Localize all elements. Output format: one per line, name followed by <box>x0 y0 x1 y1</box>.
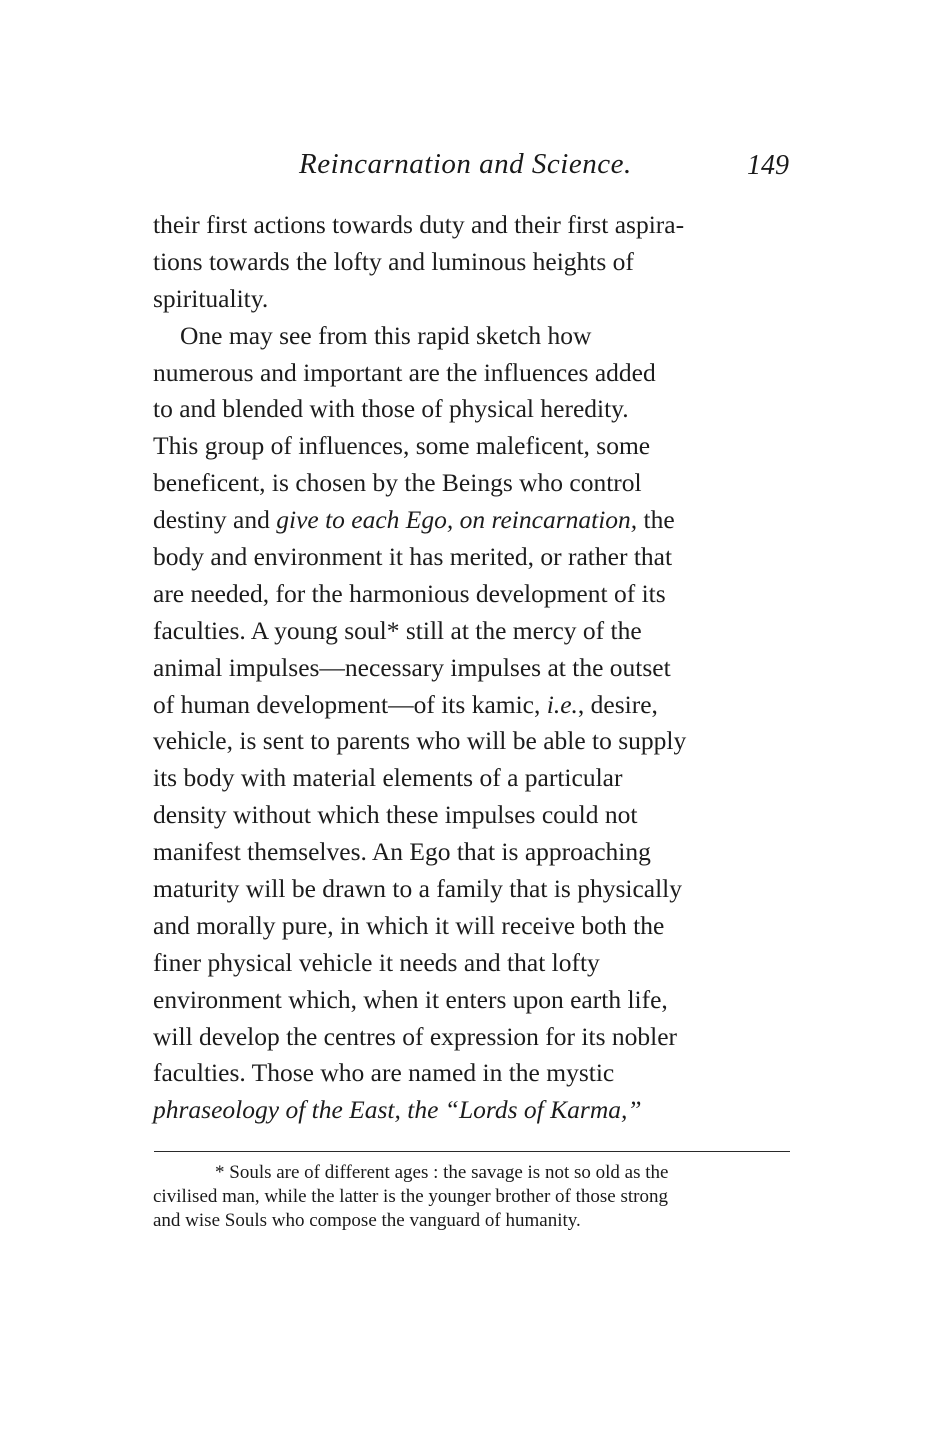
running-head <box>153 148 789 188</box>
text-line: and morally pure, in which it will receive both the <box>153 910 665 940</box>
text-line: its body with material elements of a particular <box>153 763 623 793</box>
footnote-line: * Souls are of different ages : the savage is not so old as the <box>215 1162 669 1183</box>
text-line: environment which, when it enters upon earth life, <box>153 984 668 1014</box>
text-line: maturity will be drawn to a family that is physically <box>153 874 683 904</box>
text-line <box>153 687 789 724</box>
text-line: beneficent, is chosen by the Beings who control <box>153 468 642 498</box>
paragraph-start-line: One may see from this rapid sketch how <box>180 320 592 350</box>
footnote-line: civilised man, while the latter is the younger brother of those strong <box>153 1186 668 1207</box>
text-line: tions towards the lofty and luminous heights of <box>153 246 634 276</box>
text-line <box>153 502 789 539</box>
text-line: phraseology of the East, the “Lords of Karma,” <box>153 1095 642 1125</box>
text-line: body and environment it has merited, or rather that <box>153 542 673 572</box>
text-run: destiny and <box>153 505 277 535</box>
text-run: the <box>637 505 675 535</box>
text-line: are needed, for the harmonious development of its <box>153 578 666 608</box>
running-head-title: Reincarnation and Science. <box>299 148 632 180</box>
text-run: , desire, <box>577 689 658 719</box>
text-line: finer physical vehicle it needs and that lofty <box>153 947 600 977</box>
footnote-line: and wise Souls who compose the vanguard of humanity. <box>153 1210 581 1231</box>
text-line: animal impulses—necessary impulses at the outset <box>153 652 671 682</box>
text-line: faculties. A young soul* still at the mercy of the <box>153 615 642 645</box>
text-line: to and blended with those of physical heredity. <box>153 394 629 424</box>
footnote-divider <box>154 1151 790 1152</box>
text-line: will develop the centres of expression for its nobler <box>153 1021 678 1051</box>
text-line: vehicle, is sent to parents who will be able to supply <box>153 726 687 756</box>
body-text <box>153 207 789 1129</box>
text-run: of human development—of its kamic, <box>153 689 547 719</box>
text-line: numerous and important are the influences added <box>153 357 656 387</box>
page-number: 149 <box>747 150 789 181</box>
italic-run: i.e. <box>546 689 578 719</box>
text-line: their first actions towards duty and their first aspira- <box>153 210 685 239</box>
text-line: faculties. Those who are named in the mystic <box>153 1058 615 1088</box>
text-line: spirituality. <box>153 283 269 313</box>
text-line: density without which these impulses could not <box>153 800 638 830</box>
italic-run: give to each Ego, on reincarnation, <box>276 505 638 535</box>
text-line: This group of influences, some maleficent, some <box>153 431 651 461</box>
text-line: manifest themselves. An Ego that is approaching <box>153 837 651 867</box>
footnote <box>153 1161 793 1233</box>
